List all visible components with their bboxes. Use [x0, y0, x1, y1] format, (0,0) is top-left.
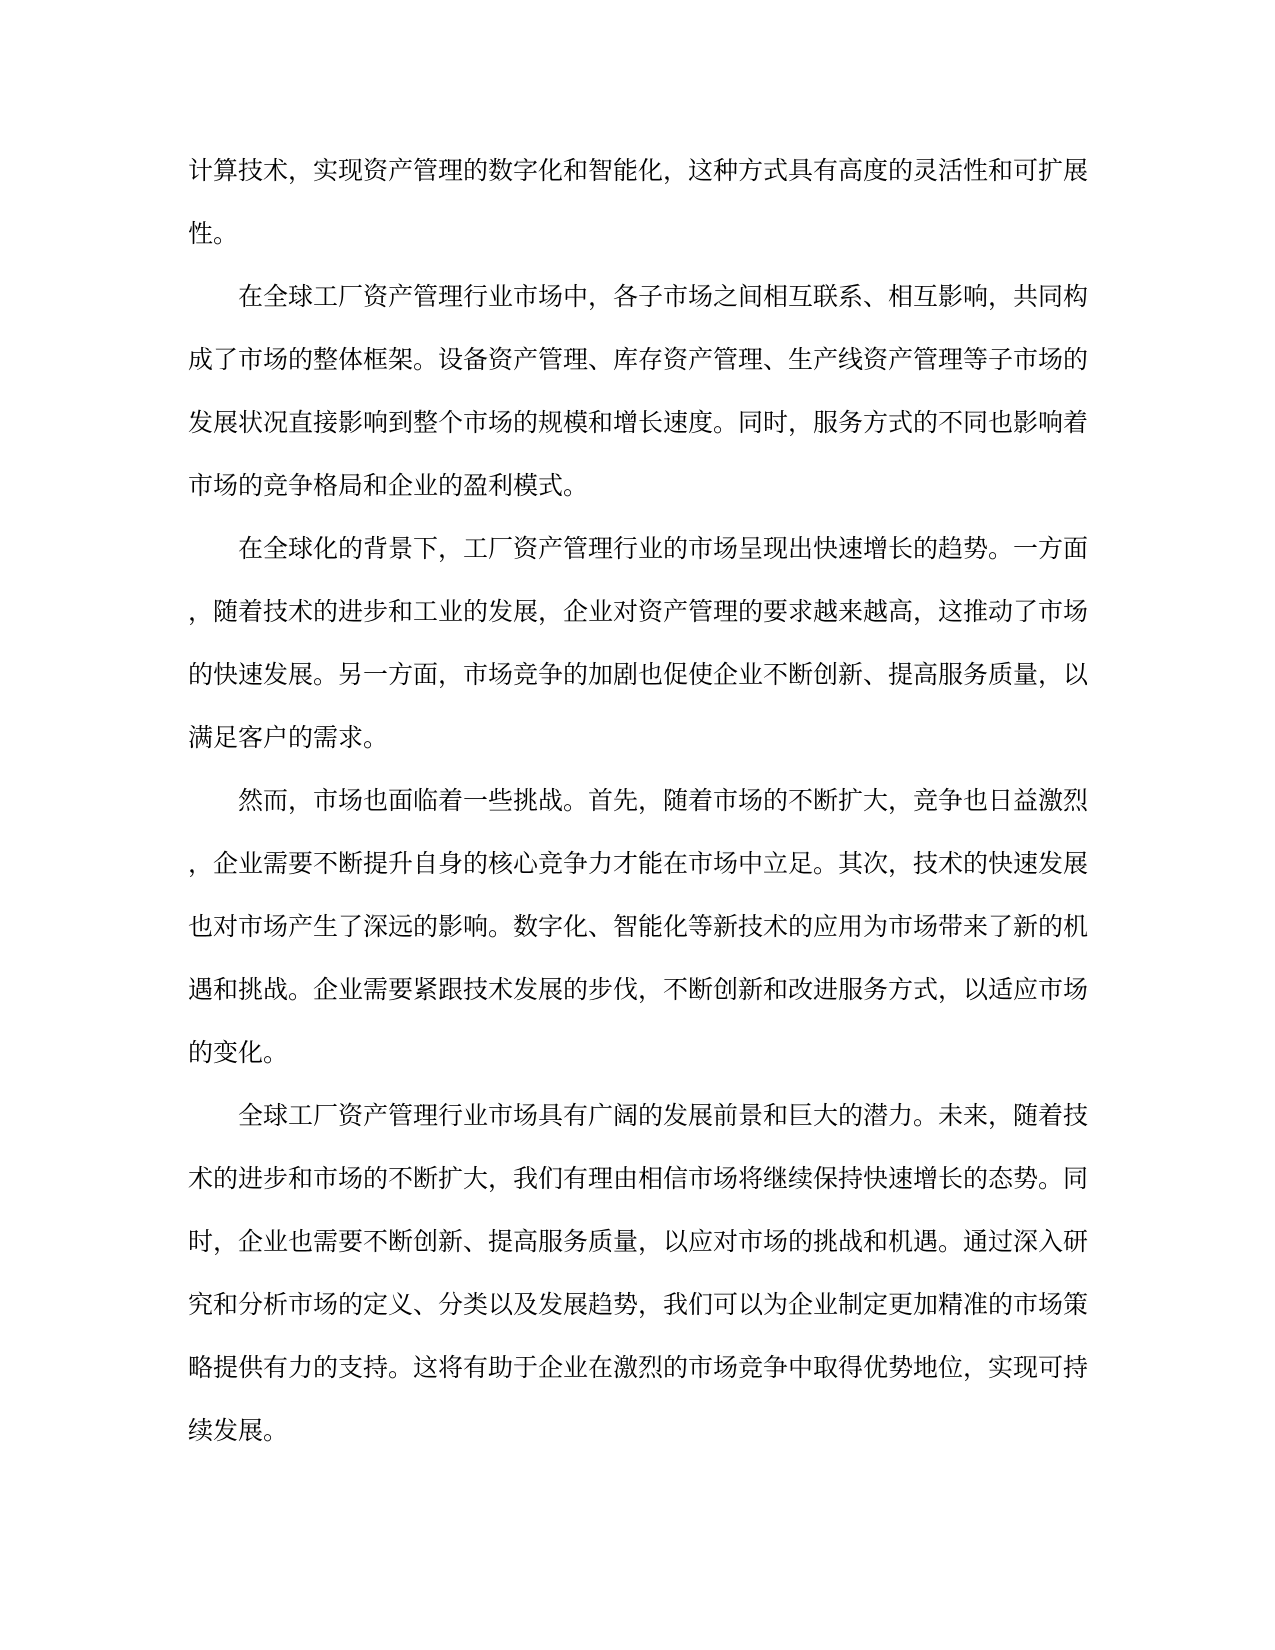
document-text-block [188, 140, 1088, 1463]
body-paragraph-3: 在全球化的背景下，工厂资产管理行业的市场呈现出快速增长的趋势。一方面，随着技术的进步和工业的发展，企业对资产管理的要求越来越高，这推动了市场的快速发展。另一方面，市场竞争的加剧也促使企业不断创新、提高服务质量，以满足客户的需求。 [188, 535, 1089, 752]
body-paragraph-1: 计算技术，实现资产管理的数字化和智能化，这种方式具有高度的灵活性和可扩展性。 [188, 157, 1089, 248]
body-paragraph-5: 全球工厂资产管理行业市场具有广阔的发展前景和巨大的潜力。未来，随着技术的进步和市场的不断扩大，我们有理由相信市场将继续保持快速增长的态势。同时，企业也需要不断创新、提高服务质量，以应对市场的挑战和机遇。通过深入研究和分析市场的定义、分类以及发展趋势，我们可以为企业制定更加精准的市场策略提供有力的支持。这将有助于企业在激烈的市场竞争中取得优势地位，实现可持续发展。 [188, 1102, 1089, 1445]
body-paragraph-2: 在全球工厂资产管理行业市场中，各子市场之间相互联系、相互影响，共同构成了市场的整体框架。设备资产管理、库存资产管理、生产线资产管理等子市场的发展状况直接影响到整个市场的规模和增长速度。同时，服务方式的不同也影响着市场的竞争格局和企业的盈利模式。 [188, 283, 1089, 500]
body-paragraph-4: 然而，市场也面临着一些挑战。首先，随着市场的不断扩大，竞争也日益激烈，企业需要不断提升自身的核心竞争力才能在市场中立足。其次，技术的快速发展也对市场产生了深远的影响。数字化、智能化等新技术的应用为市场带来了新的机遇和挑战。企业需要紧跟技术发展的步伐，不断创新和改进服务方式，以适应市场的变化。 [188, 787, 1089, 1067]
